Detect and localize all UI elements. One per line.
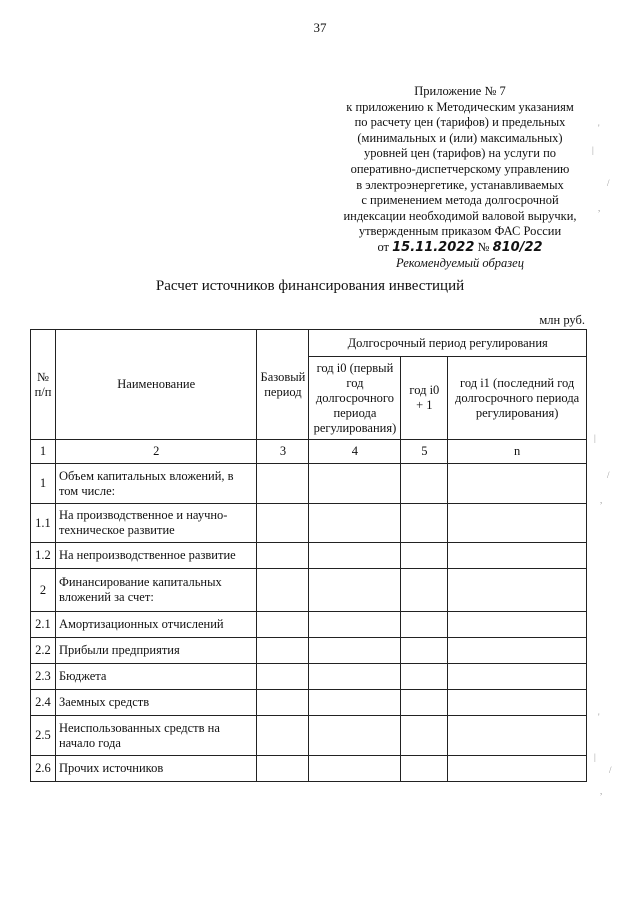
table-row <box>31 504 587 543</box>
empty-cell <box>309 543 401 569</box>
empty-cell <box>309 638 401 664</box>
scan-mark: , <box>600 495 603 505</box>
page-number: 37 <box>313 20 327 35</box>
empty-cell <box>257 569 309 612</box>
empty-cell <box>257 543 309 569</box>
appendix-line: Приложение № 7 <box>414 84 506 98</box>
empty-cell <box>401 543 448 569</box>
table-row <box>31 716 587 756</box>
appendix-line: индексации необходимой валовой выручки, <box>343 208 577 223</box>
order-number: 810/22 <box>492 239 543 255</box>
appendix-line: уровней цен (тарифов) на услуги по <box>363 146 557 161</box>
column-number: 4 <box>309 440 401 464</box>
empty-cell <box>309 504 401 543</box>
empty-cell <box>309 716 401 756</box>
empty-cell <box>401 664 448 690</box>
table-row <box>31 690 587 716</box>
document-title: Расчет источников финансирования инвестиций <box>155 278 465 294</box>
empty-cell <box>309 612 401 638</box>
order-line <box>330 240 590 256</box>
row-number: 1 <box>31 464 56 504</box>
row-number: 2.3 <box>31 664 56 690</box>
row-name: Финансирование капитальных вложений за счет: <box>55 569 256 612</box>
empty-cell <box>448 569 587 612</box>
scan-mark: / <box>607 178 610 188</box>
row-name: Амортизационных отчислений <box>55 612 256 638</box>
appendix-header <box>330 84 590 271</box>
empty-cell <box>257 638 309 664</box>
column-number: 3 <box>257 440 309 464</box>
row-number: 2 <box>31 569 56 612</box>
table-header-row <box>31 330 587 357</box>
header-year-i0-plus-1: год i0 + 1 <box>401 357 448 440</box>
empty-cell <box>401 569 448 612</box>
investment-sources-table <box>30 329 587 782</box>
scan-mark: / <box>607 470 610 480</box>
empty-cell <box>401 504 448 543</box>
header-year-i0: год i0 (первый год долгосрочного периода регулирования) <box>309 357 401 440</box>
row-name: Заемных средств <box>55 690 256 716</box>
empty-cell <box>257 464 309 504</box>
scan-mark: , <box>598 203 601 213</box>
row-name: Прочих источников <box>55 756 256 782</box>
empty-cell <box>401 638 448 664</box>
row-number: 2.6 <box>31 756 56 782</box>
empty-cell <box>401 690 448 716</box>
empty-cell <box>257 664 309 690</box>
recommended-sample-label: Рекомендуемый образец <box>396 255 524 270</box>
row-number: 1.2 <box>31 543 56 569</box>
appendix-line: с применением метода долгосрочной <box>361 193 559 208</box>
table-row <box>31 664 587 690</box>
row-name: Бюджета <box>55 664 256 690</box>
row-number: 2.4 <box>31 690 56 716</box>
empty-cell <box>401 756 448 782</box>
empty-cell <box>448 690 587 716</box>
row-number: 2.1 <box>31 612 56 638</box>
empty-cell <box>309 464 401 504</box>
table-row <box>31 638 587 664</box>
table-row <box>31 756 587 782</box>
row-name: На непроизводственное развитие <box>55 543 256 569</box>
empty-cell <box>448 638 587 664</box>
scan-mark: | <box>592 145 594 155</box>
table-row <box>31 464 587 504</box>
empty-cell <box>401 464 448 504</box>
scan-mark: | <box>594 433 596 443</box>
scan-mark: , <box>600 786 603 796</box>
empty-cell <box>309 664 401 690</box>
empty-cell <box>309 690 401 716</box>
order-date: 15.11.2022 <box>392 239 475 255</box>
empty-cell <box>257 612 309 638</box>
order-prefix: от <box>377 239 389 254</box>
empty-cell <box>309 569 401 612</box>
appendix-line: в электроэнергетике, устанавливаемых <box>356 177 564 192</box>
appendix-line: к приложению к Методическим указаниям <box>346 99 574 114</box>
scan-mark: / <box>609 765 612 775</box>
row-number: 2.2 <box>31 638 56 664</box>
header-name: Наименование <box>55 330 256 440</box>
table-row <box>31 543 587 569</box>
empty-cell <box>257 716 309 756</box>
column-number-row <box>31 440 587 464</box>
row-name: На производственное и научно-техническое развитие <box>55 504 256 543</box>
appendix-line: (минимальных и (или) максимальных) <box>357 130 563 145</box>
scan-mark: | <box>594 752 596 762</box>
empty-cell <box>257 690 309 716</box>
empty-cell <box>448 716 587 756</box>
appendix-line: оперативно-диспетчерскому управлению <box>350 161 570 176</box>
column-number: n <box>448 440 587 464</box>
header-num: № п/п <box>31 330 56 440</box>
row-number: 1.1 <box>31 504 56 543</box>
empty-cell <box>448 664 587 690</box>
column-number: 1 <box>31 440 56 464</box>
order-number-label: № <box>477 239 490 254</box>
table-row <box>31 569 587 612</box>
empty-cell <box>448 464 587 504</box>
appendix-line: утвержденным приказом ФАС России <box>358 224 562 239</box>
scan-mark: ' <box>598 712 600 722</box>
table-row <box>31 612 587 638</box>
empty-cell <box>448 504 587 543</box>
column-number: 5 <box>401 440 448 464</box>
row-name: Прибыли предприятия <box>55 638 256 664</box>
scan-mark: ' <box>598 123 600 133</box>
empty-cell <box>401 612 448 638</box>
header-long-term-period: Долгосрочный период регулирования <box>309 330 587 357</box>
header-base-period: Базовый период <box>257 330 309 440</box>
row-number: 2.5 <box>31 716 56 756</box>
empty-cell <box>448 612 587 638</box>
empty-cell <box>309 756 401 782</box>
appendix-line: по расчету цен (тарифов) и предельных <box>354 115 566 130</box>
empty-cell <box>448 756 587 782</box>
header-year-i1: год i1 (последний год долгосрочного периода регулирования) <box>448 357 587 440</box>
empty-cell <box>257 756 309 782</box>
row-name: Объем капитальных вложений, в том числе: <box>55 464 256 504</box>
empty-cell <box>448 543 587 569</box>
empty-cell <box>401 716 448 756</box>
empty-cell <box>257 504 309 543</box>
column-number: 2 <box>55 440 256 464</box>
row-name: Неиспользованных средств на начало года <box>55 716 256 756</box>
units-label: млн руб. <box>539 313 585 327</box>
